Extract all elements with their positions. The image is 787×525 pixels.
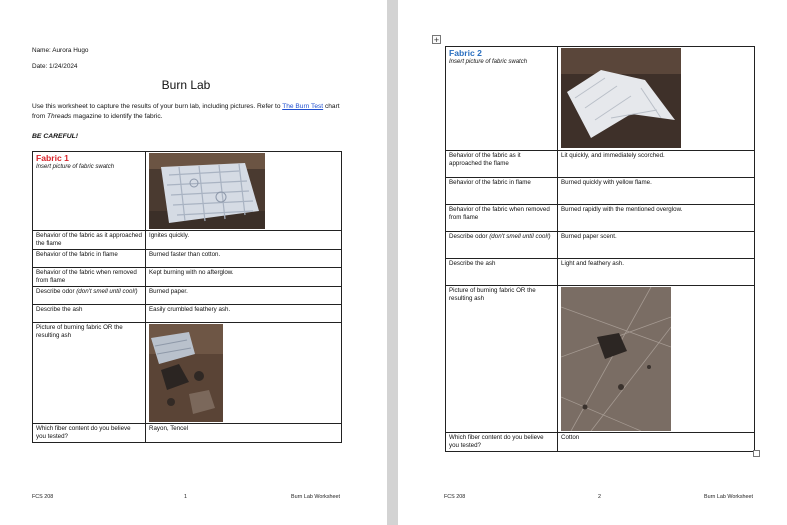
answer-cell[interactable]: Burned quickly with yellow flame. xyxy=(558,178,755,205)
fabric-2-label: Fabric 2 xyxy=(449,48,482,58)
intro-text-after: magazine to identify the fabric. xyxy=(71,113,163,120)
page-gap xyxy=(387,0,398,525)
table-row xyxy=(33,268,342,287)
answer-cell[interactable]: Lit quickly, and immediately scorched. xyxy=(558,151,755,178)
warning-text[interactable]: BE CAREFUL! xyxy=(32,133,79,140)
answer-cell[interactable]: Ignites quickly. xyxy=(146,231,342,250)
fabric-1-swatch-photo xyxy=(149,153,265,229)
answer-cell[interactable]: Rayon, Tencel xyxy=(146,424,342,443)
intro-text-middle: chart from xyxy=(32,103,340,120)
fabric-label-cell[interactable] xyxy=(33,152,146,231)
question-cell[interactable]: Behavior of the fabric in flame xyxy=(446,178,558,205)
ash-photo-cell[interactable] xyxy=(146,323,342,424)
intro-text-before: Use this worksheet to capture the results of your burn lab, including pictures. Refer to xyxy=(32,103,283,110)
table-row xyxy=(446,47,755,151)
table-row xyxy=(446,232,755,259)
table-row xyxy=(33,287,342,305)
ash-photo-cell[interactable] xyxy=(558,286,755,433)
footer-page-number: 2 xyxy=(598,494,601,500)
burn-test-link[interactable]: The Burn Test xyxy=(282,103,324,110)
answer-cell[interactable]: Burned rapidly with the mentioned overglow. xyxy=(558,205,755,232)
question-cell[interactable]: Behavior of the fabric when removed from flame xyxy=(33,268,146,287)
page-title[interactable]: Burn Lab xyxy=(161,78,211,92)
footer-course: FCS 208 xyxy=(32,494,54,500)
answer-cell[interactable]: Cotton xyxy=(558,433,755,452)
question-cell[interactable]: Describe the ash xyxy=(33,305,146,323)
move-handle-icon[interactable]: + xyxy=(433,35,440,45)
magazine-name: Threads xyxy=(47,113,72,120)
intro-paragraph[interactable] xyxy=(32,102,348,122)
answer-cell[interactable]: Burned faster than cotton. xyxy=(146,250,342,268)
fabric-1-label: Fabric 1 xyxy=(36,153,69,163)
question-cell[interactable]: Picture of burning fabric OR the resulting ash xyxy=(33,323,146,424)
table-row xyxy=(33,231,342,250)
fabric-1-ash-photo xyxy=(149,324,223,422)
answer-cell[interactable]: Kept burning with no afterglow. xyxy=(146,268,342,287)
fabric-photo-cell[interactable] xyxy=(558,47,755,151)
table-row xyxy=(33,250,342,268)
footer-course: FCS 208 xyxy=(444,494,466,500)
table-row xyxy=(446,151,755,178)
footer-page-number: 1 xyxy=(184,494,187,500)
fabric-2-swatch-photo xyxy=(561,48,681,148)
question-cell[interactable]: Behavior of the fabric as it approached the flame xyxy=(446,151,558,178)
fabric-1-table xyxy=(32,151,342,443)
footer-title: Burn Lab Worksheet xyxy=(291,494,341,500)
table-row xyxy=(33,424,342,443)
table-row xyxy=(446,205,755,232)
question-cell[interactable]: Behavior of the fabric in flame xyxy=(33,250,146,268)
question-cell[interactable] xyxy=(33,287,146,305)
table-row xyxy=(446,178,755,205)
question-cell[interactable]: Behavior of the fabric as it approached the flame xyxy=(33,231,146,250)
fabric-hint: Insert picture of fabric swatch xyxy=(449,59,528,65)
document-page-1 xyxy=(0,0,387,525)
answer-cell[interactable]: Easily crumbled feathery ash. xyxy=(146,305,342,323)
question-cell[interactable]: Picture of burning fabric OR the resulting ash xyxy=(446,286,558,433)
fabric-hint: Insert picture of fabric swatch xyxy=(36,164,115,170)
fabric-label-cell[interactable] xyxy=(446,47,558,151)
answer-cell[interactable]: Burned paper. xyxy=(146,287,342,305)
resize-handle-icon[interactable] xyxy=(753,450,760,457)
footer-title: Burn Lab Worksheet xyxy=(704,494,754,500)
fabric-2-table xyxy=(445,46,755,452)
odor-caution: (don't smell until cool!) xyxy=(489,233,551,240)
date-line[interactable]: Date: 1/24/2024 xyxy=(32,63,78,70)
question-cell[interactable] xyxy=(446,232,558,259)
fabric-photo-cell[interactable] xyxy=(146,152,342,231)
question-cell[interactable]: Which fiber content do you believe you tested? xyxy=(446,433,558,452)
fabric-2-ash-photo xyxy=(561,287,671,431)
table-row xyxy=(446,286,755,433)
student-name[interactable]: Name: Aurora Hugo xyxy=(32,47,89,54)
table-row xyxy=(33,323,342,424)
question-cell[interactable]: Behavior of the fabric when removed from flame xyxy=(446,205,558,232)
odor-question: Describe odor xyxy=(449,233,490,240)
table-row xyxy=(446,259,755,286)
odor-question: Describe odor xyxy=(36,288,77,295)
table-row xyxy=(33,305,342,323)
answer-cell[interactable]: Light and feathery ash. xyxy=(558,259,755,286)
odor-caution: (don't smell until cool!) xyxy=(76,288,138,295)
table-row xyxy=(446,433,755,452)
answer-cell[interactable]: Burned paper scent. xyxy=(558,232,755,259)
document-page-2 xyxy=(398,0,787,525)
table-row xyxy=(33,152,342,231)
question-cell[interactable]: Which fiber content do you believe you tested? xyxy=(33,424,146,443)
question-cell[interactable]: Describe the ash xyxy=(446,259,558,286)
